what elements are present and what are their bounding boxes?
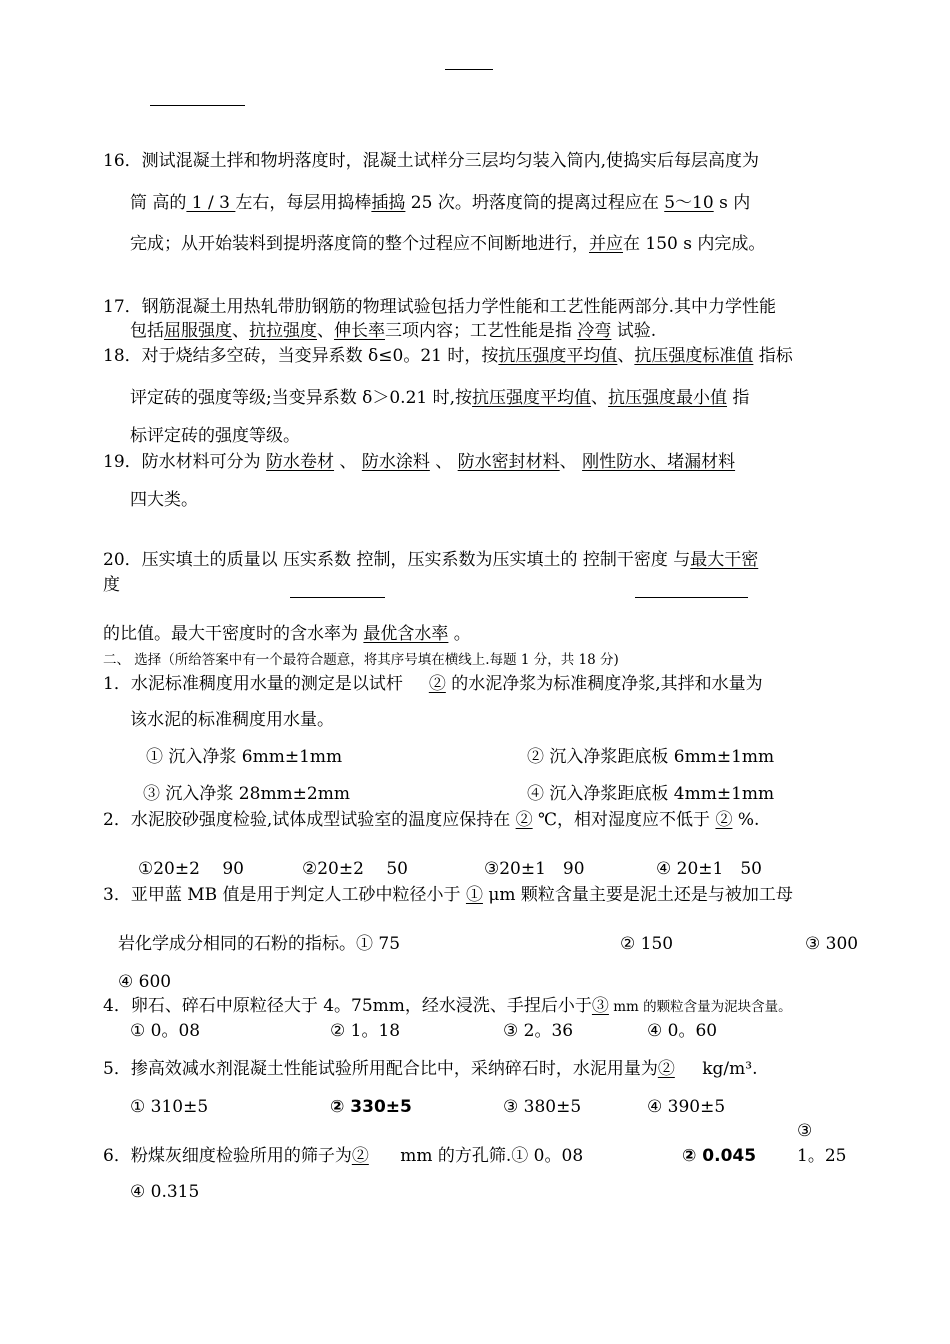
q20-line2: 度 bbox=[103, 575, 120, 595]
c2-line1 bbox=[103, 809, 759, 831]
section-heading: 二、 选择（所给答案中有一个最符合题意，将其序号填在横线上.每题 1 分，共 18 分) bbox=[103, 652, 619, 668]
answer-blank: 防水密封材料 bbox=[457, 452, 560, 472]
answer-blank: 冷弯 bbox=[577, 321, 612, 341]
c5-option-2: ② 330±5 bbox=[330, 1097, 412, 1117]
blank-rule bbox=[150, 105, 245, 106]
text: 5．掺高效减水剂混凝土性能试验所用配合比中，采纳碎石时，水泥用量为 bbox=[103, 1059, 658, 1079]
text: 、 bbox=[232, 321, 249, 341]
answer-blank: 最优含水率 bbox=[363, 624, 449, 644]
answer-blank: 抗压强度平均值 bbox=[498, 346, 618, 366]
c2-option-2: ②20±2 50 bbox=[302, 859, 408, 879]
answer-blank: 抗拉强度 bbox=[249, 321, 317, 341]
c1-option-1: ① 沉入净浆 6mm±1mm bbox=[146, 747, 343, 767]
answer-blank: 抗压强度标准值 bbox=[634, 346, 754, 366]
q18-line1 bbox=[103, 345, 793, 367]
text: 。 bbox=[448, 624, 471, 644]
text: 左右，每层用捣棒 bbox=[235, 193, 372, 213]
answer-blank: 最大干密 bbox=[690, 550, 759, 570]
c6-option-2: ② 0.045 bbox=[682, 1146, 757, 1166]
c4-option-4: ④ 0。60 bbox=[647, 1021, 718, 1041]
c5-option-3: ③ 380±5 bbox=[503, 1097, 582, 1117]
c5-option-1: ① 310±5 bbox=[130, 1097, 209, 1117]
q19-line2: 四大类。 bbox=[130, 490, 198, 510]
text: μm 颗粒含量主要是泥土还是与被加工母 bbox=[482, 885, 793, 905]
answer-blank: 抗压强度平均值 bbox=[472, 388, 592, 408]
text: s 内 bbox=[713, 193, 751, 213]
q16-line1: 16．测试混凝土拌和物坍落度时，混凝土试样分三层均匀装入筒内,使捣实后每层高度为 bbox=[103, 151, 760, 171]
text: 、 bbox=[559, 452, 583, 472]
c6-line1 bbox=[103, 1145, 583, 1167]
answer-blank: ② bbox=[515, 810, 533, 830]
answer-blank: ① bbox=[465, 885, 483, 905]
q16-line2 bbox=[130, 192, 750, 214]
text: 18．对于烧结多空砖，当变异系数 δ≤0。21 时，按 bbox=[103, 346, 499, 366]
q18-line3: 标评定砖的强度等级。 bbox=[130, 426, 300, 446]
q20-line3 bbox=[103, 623, 471, 645]
c4-option-3: ③ 2。36 bbox=[503, 1021, 574, 1041]
text: 完成；从开始装料到提坍落度筒的整个过程应不间断地进行， bbox=[130, 234, 589, 254]
answer-blank: 抗压强度最小值 bbox=[608, 388, 728, 408]
c1-line2: 该水泥的标准稠度用水量。 bbox=[130, 710, 334, 730]
answer-blank: 并应 bbox=[589, 234, 623, 254]
c4-line1 bbox=[103, 995, 792, 1018]
text: 的水泥净浆为标准稠度净浆,其拌和水量为 bbox=[445, 674, 763, 694]
c2-option-1: ①20±2 90 bbox=[138, 859, 244, 879]
text: 、 bbox=[334, 452, 362, 472]
answer-blank: 刚性防水、堵漏材料 bbox=[582, 452, 736, 472]
text: 指标 bbox=[753, 346, 793, 366]
text: 4．卵石、碎石中原粒径大于 4。75mm，经水浸洗、手捏后小于 bbox=[103, 996, 592, 1016]
c1-option-2: ② 沉入净浆距底板 6mm±1mm bbox=[527, 747, 775, 767]
text: %. bbox=[732, 810, 760, 830]
text: mm 的方孔筛.① 0。08 bbox=[394, 1146, 584, 1166]
text: 6．粉煤灰细度检验所用的筛子为 bbox=[103, 1146, 352, 1166]
answer-blank: ② bbox=[428, 674, 446, 694]
c1-option-3: ③ 沉入净浆 28mm±2mm bbox=[143, 784, 350, 804]
text: 2．水泥胶砂强度检验,试体成型试验室的温度应保持在 bbox=[103, 810, 516, 830]
text: kg/m³. bbox=[696, 1059, 758, 1079]
c2-option-4: ④ 20±1 50 bbox=[656, 859, 762, 879]
answer-blank: 防水涂料 bbox=[361, 452, 430, 472]
c4-option-1: ① 0。08 bbox=[130, 1021, 201, 1041]
answer-blank: ② bbox=[351, 1146, 369, 1166]
text: mm 的颗粒含量为泥块含量。 bbox=[608, 999, 792, 1015]
answer-blank: 1 / 3 bbox=[186, 193, 236, 213]
text: 筒 高的 bbox=[130, 193, 187, 213]
c1-line1 bbox=[103, 673, 763, 695]
text: 20．压实填土的质量以 压实系数 控制，压实系数为压实填土的 控制干密度 与 bbox=[103, 550, 691, 570]
text: 评定砖的强度等级;当变异系数 δ＞0.21 时,按 bbox=[130, 388, 473, 408]
blank-rule bbox=[445, 69, 493, 70]
c3-line2: 岩化学成分相同的石粉的指标。① 75 bbox=[118, 934, 401, 954]
text: 三项内容；工艺性能是指 bbox=[385, 321, 578, 341]
c5-option-4: ④ 390±5 bbox=[647, 1097, 726, 1117]
c3-line1 bbox=[103, 884, 793, 906]
q18-line2 bbox=[130, 387, 749, 409]
text: 、 bbox=[429, 452, 458, 472]
answer-blank: 5～10 bbox=[664, 193, 714, 213]
text: ℃，相对湿度应不低于 bbox=[532, 810, 716, 830]
q20-line1 bbox=[103, 549, 758, 571]
blank-rule bbox=[635, 597, 748, 598]
q16-line3 bbox=[130, 233, 765, 255]
text: 试验. bbox=[611, 321, 657, 341]
q17-line2 bbox=[130, 320, 656, 342]
c6-option-3-mark: ③ bbox=[797, 1121, 813, 1141]
text: 、 bbox=[591, 388, 609, 408]
c4-option-2: ② 1。18 bbox=[330, 1021, 401, 1041]
answer-blank: ② bbox=[715, 810, 733, 830]
text: 在 150 s 内完成。 bbox=[623, 234, 766, 254]
c6-option-4: ④ 0.315 bbox=[130, 1182, 200, 1202]
text: 指 bbox=[727, 388, 750, 408]
c3-option-3: ③ 300 bbox=[805, 934, 859, 954]
c1-option-4: ④ 沉入净浆距底板 4mm±1mm bbox=[527, 784, 775, 804]
text: 25 次。坍落度筒的提离过程应在 bbox=[405, 193, 665, 213]
answer-blank: ③ bbox=[591, 996, 609, 1016]
c3-option-4: ④ 600 bbox=[118, 972, 172, 992]
text: 的比值。最大干密度时的含水率为 bbox=[103, 624, 364, 644]
c5-line1 bbox=[103, 1058, 757, 1080]
text: 19．防水材料可分为 bbox=[103, 452, 267, 472]
blank-rule bbox=[290, 597, 385, 598]
text: 、 bbox=[617, 346, 635, 366]
q17-line1: 17．钢筋混凝土用热轧带肋钢筋的物理试验包括力学性能和工艺性能两部分.其中力学性能 bbox=[103, 297, 777, 317]
c3-option-2: ② 150 bbox=[620, 934, 674, 954]
answer-blank: 伸长率 bbox=[334, 321, 385, 341]
answer-blank: 屈服强度 bbox=[164, 321, 232, 341]
c2-option-3: ③20±1 90 bbox=[484, 859, 585, 879]
answer-blank: 插捣 bbox=[371, 193, 406, 213]
text: 、 bbox=[317, 321, 334, 341]
text: 1．水泥标准稠度用水量的测定是以试杆 bbox=[103, 674, 403, 694]
q19-line1 bbox=[103, 451, 735, 473]
answer-blank: 防水卷材 bbox=[266, 452, 335, 472]
text: 包括 bbox=[130, 321, 164, 341]
c6-option-3-value: 1。25 bbox=[797, 1146, 847, 1166]
text: 3．亚甲蓝 MB 值是用于判定人工砂中粒径小于 bbox=[103, 885, 466, 905]
answer-blank: ② bbox=[657, 1059, 675, 1079]
